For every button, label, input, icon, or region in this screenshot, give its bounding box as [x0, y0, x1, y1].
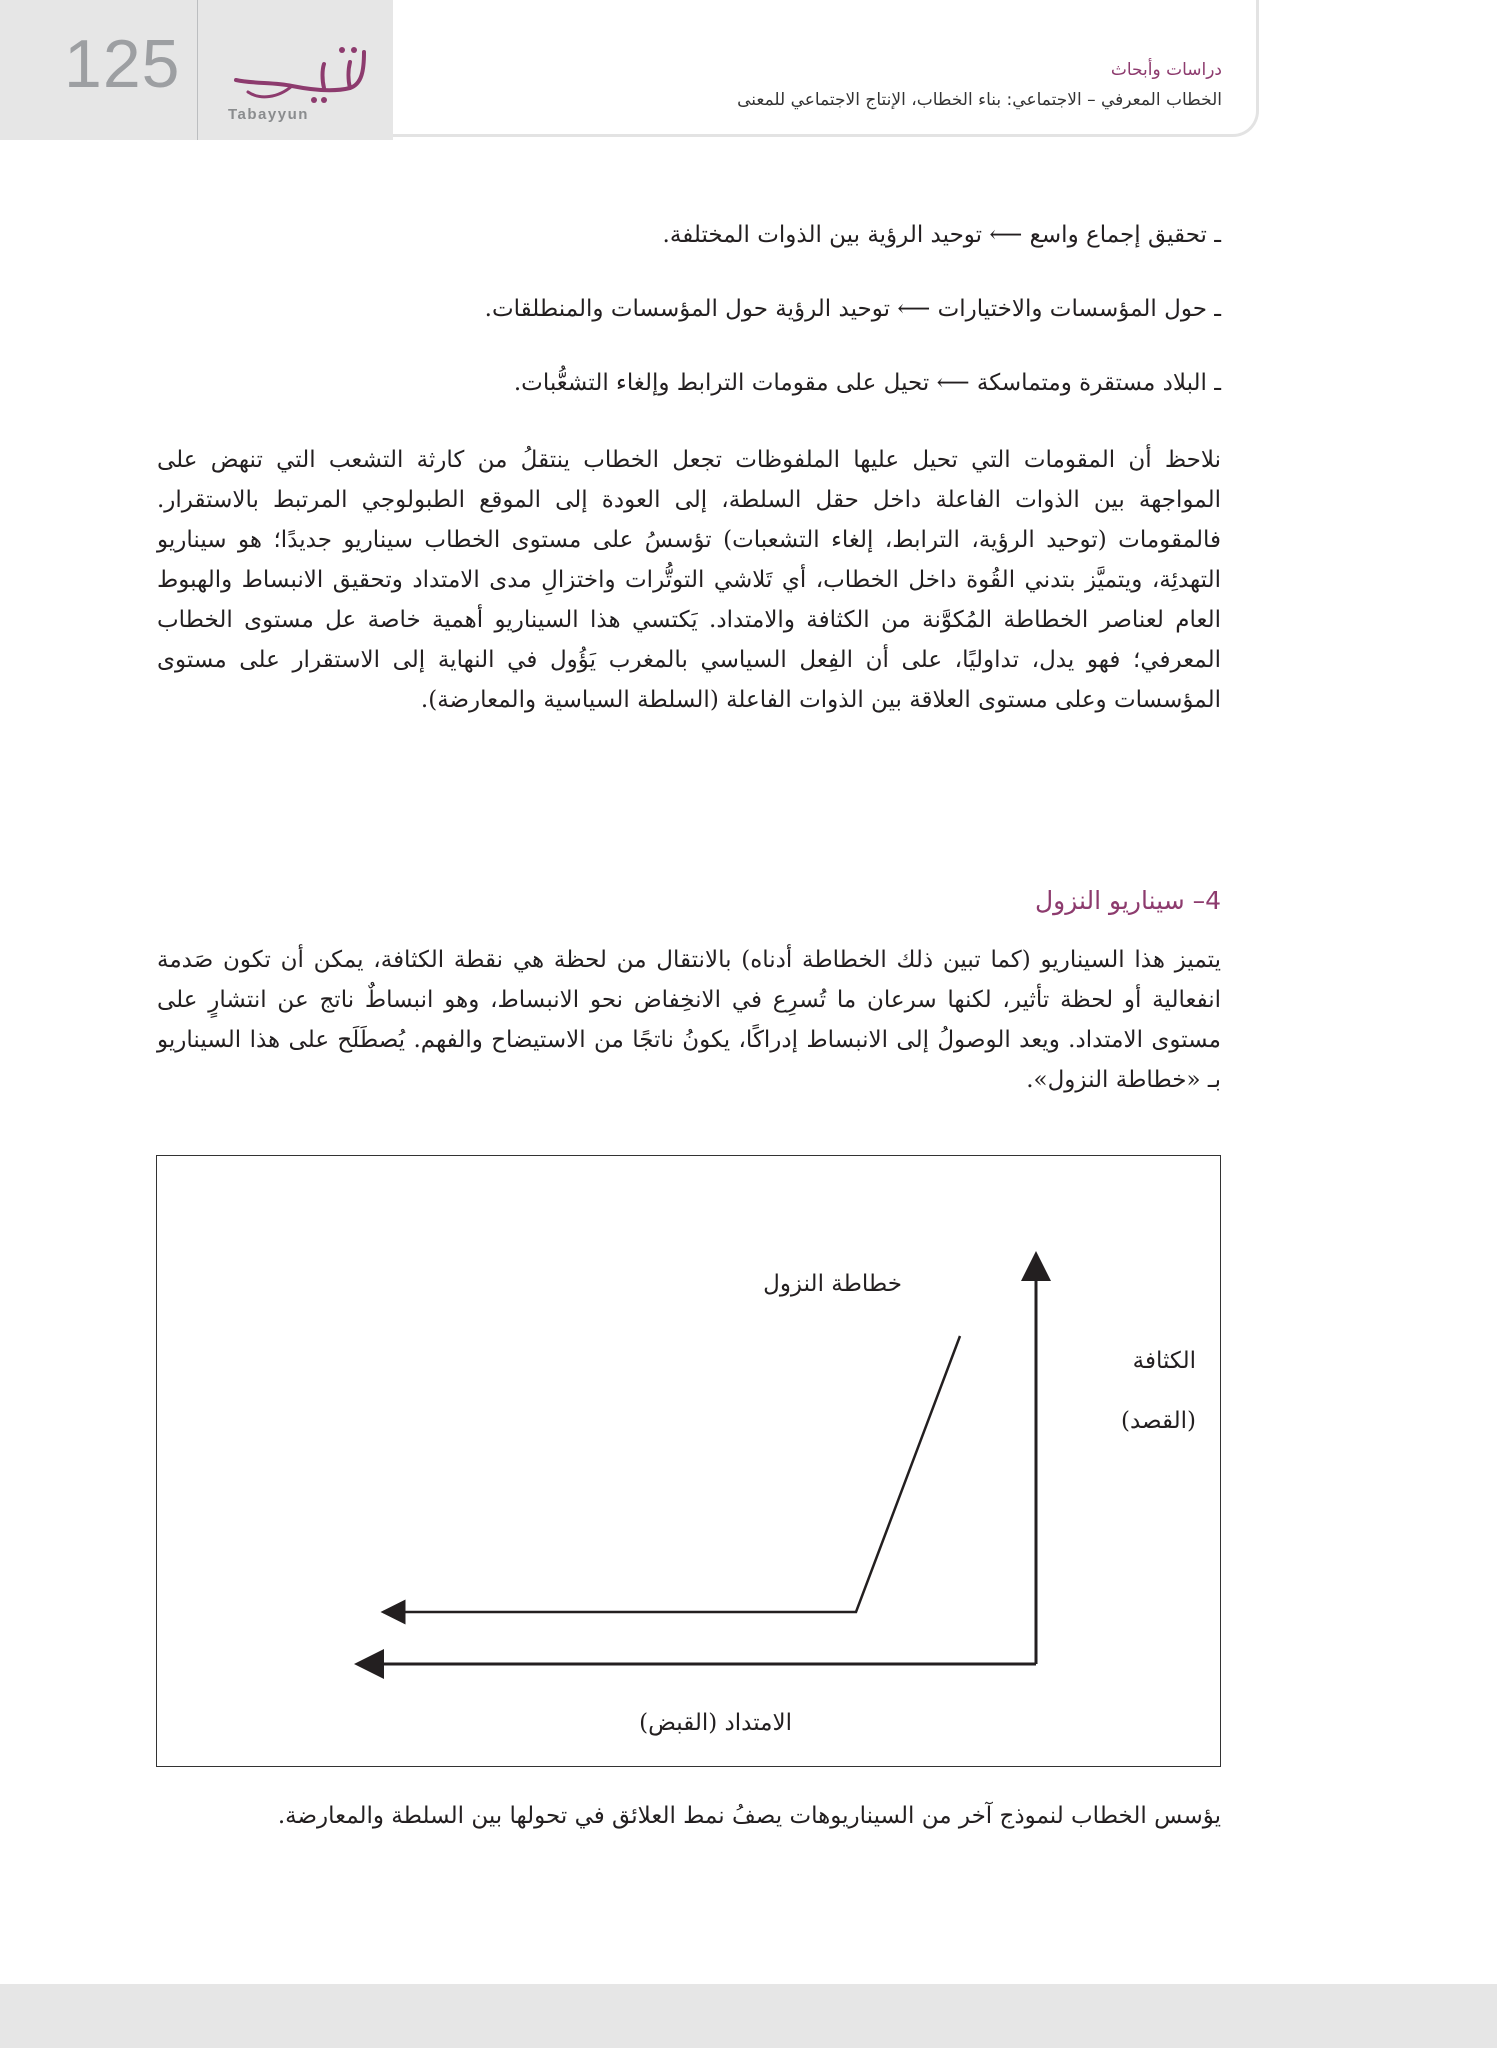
- paragraph-2: يتميز هذا السيناريو (كما تبين ذلك الخطاطة أدناه) بالانتقال من لحظة هي نقطة الكثافة، يمكن أن تكون صَدمة انفعالية أو لحظة تأثير، لكنها سرعان ما تُسرِع في الانخِفاض نحو الانبساط، وهو انبساطٌ ناتج عن انتشارٍ على مستوى الامتداد. ويعد الوصولُ إلى الانبساط إدراكًا، يكونُ ناتجًا من الاستيضاح والفهم. يُصطَلَح على هذا السيناريو بـ «خطاطة النزول».: [157, 947, 1221, 1093]
- header-divider: [197, 0, 198, 140]
- paragraph-3: يؤسس الخطاب لنموذج آخر من السيناريوهات يصفُ نمط العلائق في تحولها بين السلطة والمعارضة.: [277, 1803, 1221, 1829]
- journal-logo: [214, 40, 394, 132]
- logo-mark-icon: [214, 40, 394, 110]
- bullet-1: ـ تحقيق إجماع واسع ⟵ توحيد الرؤية بين الذوات المختلفة.: [662, 222, 1221, 248]
- descent-curve: [383, 1336, 960, 1612]
- paragraph-1: نلاحظ أن المقومات التي تحيل عليها الملفوظات تجعل الخطاب ينتقلُ من كارثة التشعب التي تنهض على المواجهة بين الذوات الفاعلة داخل حقل السلطة، إلى العودة إلى الموقع الطبولوجي المرتبط بالاستقرار. فالمقومات (توحيد الرؤية، الترابط، إلغاء التشعبات) تؤسسُ على مستوى الخطاب سيناريو جديدًا؛ هو سيناريو التهدئِة، ويتميَّز بتدني القُوة داخل الخطاب، أي تَلاشي التوتُّرات واختزالِ مدى الامتداد وتحقيق الانبساط والهبوط العام لعناصر الخطاطة المُكوَّنة من الكثافة والامتداد. يَكتسي هذا السيناريو أهمية خاصة عل مستوى الخطاب المعرفي؛ فهو يدل، تداوليًا، على أن الفِعل السياسي بالمغرب يَؤُول في النهاية إلى الاستقرار على مستوى المؤسسات وعلى مستوى العلاقة بين الذوات الفاعلة (السلطة السياسية والمعارضة).: [157, 447, 1221, 713]
- logo-latin: Tabayyun: [228, 106, 309, 123]
- descent-schema-figure: [156, 1155, 1221, 1767]
- y-axis-sublabel: (القصد): [1121, 1408, 1196, 1434]
- schema-title: خطاطة النزول: [763, 1271, 902, 1297]
- x-axis-label: الامتداد (القبض): [639, 1710, 792, 1736]
- bullet-3: ـ البلاد مستقرة ومتماسكة ⟵ تحيل على مقومات الترابط وإلغاء التشعُّبات.: [513, 370, 1221, 396]
- footer-band: [0, 1984, 1497, 2048]
- bullet-2: ـ حول المؤسسات والاختيارات ⟵ توحيد الرؤية حول المؤسسات والمنطلقات.: [484, 296, 1221, 322]
- page-number: 125: [64, 26, 181, 102]
- section-heading: 4– سيناريو النزول: [1034, 886, 1221, 915]
- y-axis-label: الكثافة: [1132, 1348, 1196, 1374]
- schema-diagram: [157, 1156, 1222, 1768]
- section-label: دراسات وأبحاث: [1110, 60, 1222, 80]
- running-title: الخطاب المعرفي – الاجتماعي: بناء الخطاب، الإنتاج الاجتماعي للمعنى: [737, 90, 1222, 110]
